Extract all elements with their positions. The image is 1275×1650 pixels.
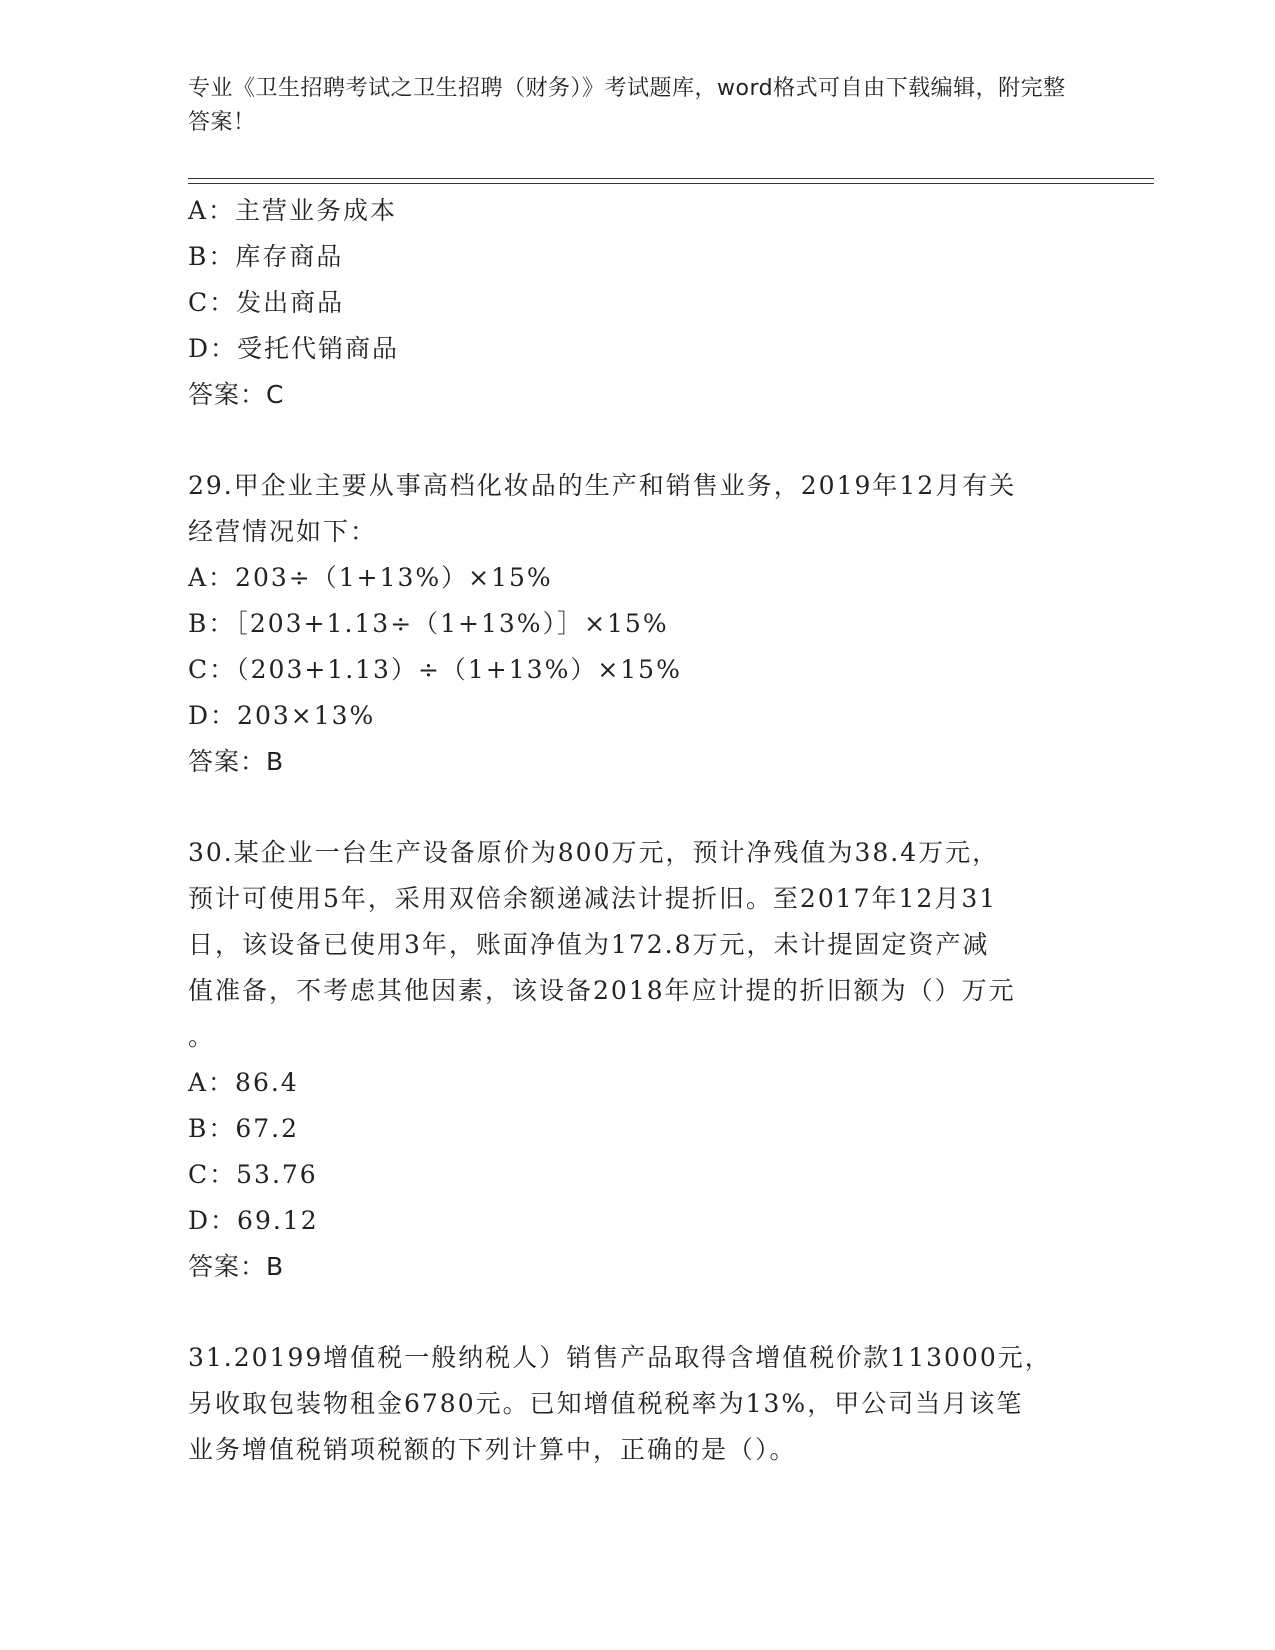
option-a: A：203÷（1+13%）×15% (188, 563, 553, 592)
question-text-line: 经营情况如下： (188, 517, 378, 546)
header-rule-bottom (188, 183, 1154, 184)
question-text-line: 31.20199增值税一般纳税人）销售产品取得含增值税价款113000元， (188, 1343, 1052, 1372)
question-28-options (188, 188, 1088, 418)
answer: 答案：C (188, 380, 285, 409)
question-text-line: 30.某企业一台生产设备原价为800万元，预计净残值为38.4万元， (188, 838, 1000, 867)
option-c: C：53.76 (188, 1160, 318, 1189)
question-31 (188, 1335, 1088, 1473)
option-d: D：203×13% (188, 701, 376, 730)
option-a: A：主营业务成本 (188, 196, 398, 225)
question-text-line: 业务增值税销项税额的下列计算中，正确的是（）。 (188, 1435, 797, 1464)
question-text-line: 日，该设备已使用3年，账面净值为172.8万元，未计提固定资产减 (188, 930, 990, 959)
option-b: B：库存商品 (188, 242, 344, 271)
option-c: C：（203+1.13）÷（1+13%）×15% (188, 655, 682, 684)
document-content (188, 188, 1088, 1473)
answer: 答案：B (188, 747, 285, 776)
option-b: B：［203+1.13÷（1+13%）］×15% (188, 609, 669, 638)
question-text-line: 另收取包装物租金6780元。已知增值税税率为13%，甲公司当月该笔 (188, 1389, 1024, 1418)
option-d: D：受托代销商品 (188, 334, 400, 363)
header-rule-top (188, 178, 1154, 179)
option-a: A：86.4 (188, 1068, 299, 1097)
option-b: B：67.2 (188, 1114, 300, 1143)
question-30 (188, 830, 1088, 1290)
question-text-line: 29.甲企业主要从事高档化妆品的生产和销售业务，2019年12月有关 (188, 471, 1017, 500)
question-text-line: 预计可使用5年，采用双倍余额递减法计提折旧。至2017年12月31 (188, 884, 998, 913)
question-29 (188, 463, 1088, 785)
option-d: D：69.12 (188, 1206, 319, 1235)
answer: 答案：B (188, 1252, 285, 1281)
option-c: C：发出商品 (188, 288, 345, 317)
question-text-line: 。 (188, 1022, 216, 1051)
document-header: 专业《卫生招聘考试之卫生招聘（财务）》考试题库，word格式可自由下载编辑，附完整答案！ (188, 76, 1066, 135)
question-text-line: 值准备，不考虑其他因素，该设备2018年应计提的折旧额为（）万元 (188, 976, 1016, 1005)
